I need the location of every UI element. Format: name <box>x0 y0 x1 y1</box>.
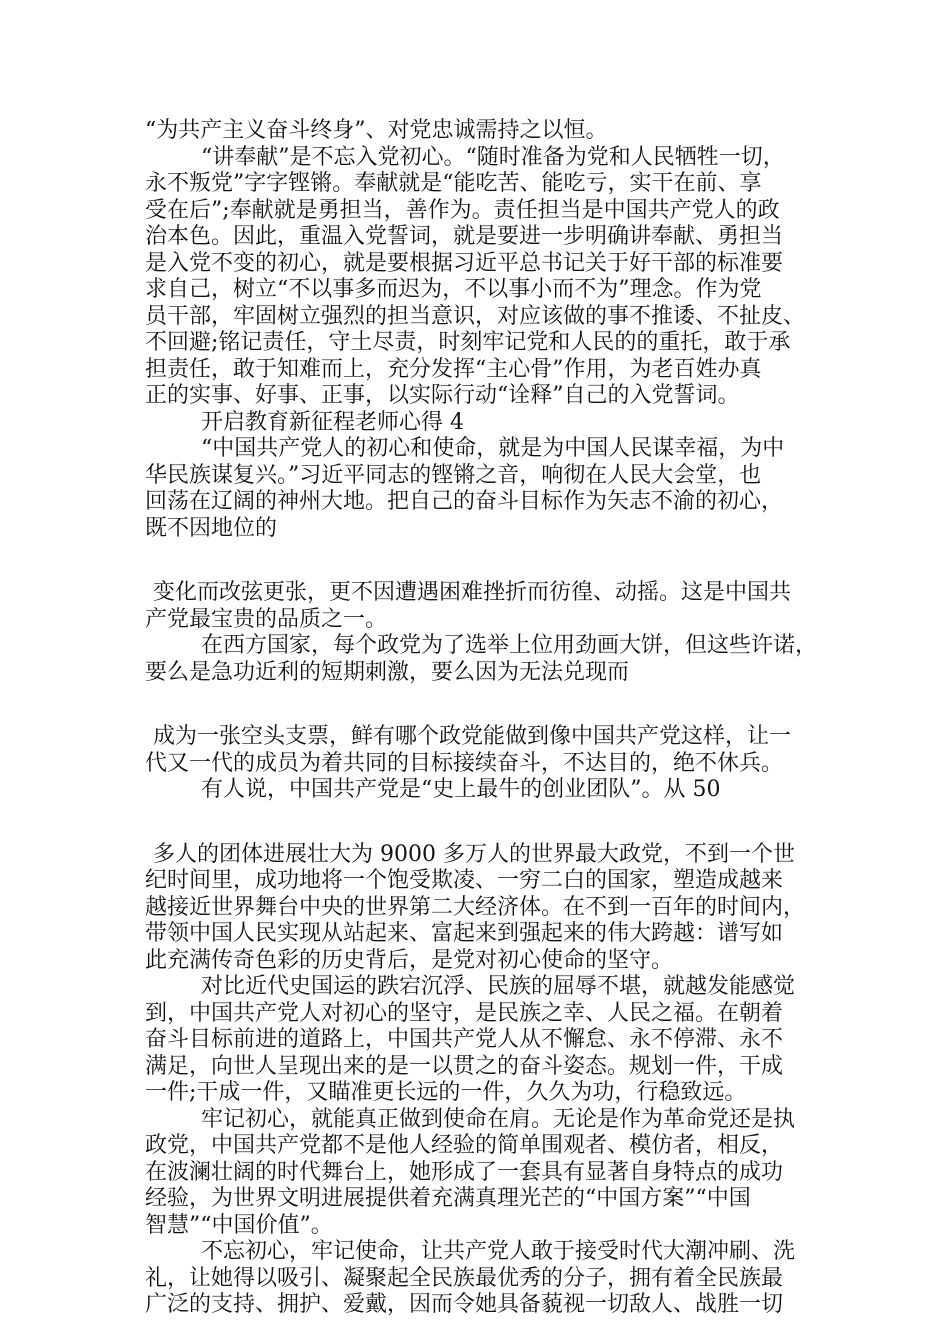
paragraph-start: 有人说，中国共产党是“史上最牛的创业团队”。从 50 <box>201 777 721 802</box>
text-line: 产党最宝贵的品质之一。 <box>145 606 388 632</box>
paragraph-gap <box>145 804 810 842</box>
text-line: 政党，中国共产党都不是他人经验的简单围观者、模仿者，相反， <box>145 1133 784 1158</box>
text-line: 代又一代的成员为着共同的目标接续奋斗，不达目的，绝不休兵。 <box>145 750 784 776</box>
document-body <box>145 118 818 1319</box>
text-line: 一件;干成一件，又瞄准更长远的一件，久久为功，行稳致远。 <box>145 1080 747 1105</box>
text-line: 奋斗目标前进的道路上，中国共产党人从不懈怠、永不停滞、永不 <box>145 1027 784 1052</box>
text-line: 经验，为世界文明进展提供着充满真理光芒的“中国方案”“中国 <box>145 1186 751 1211</box>
paragraph-gap <box>145 686 810 724</box>
text-line: 正的实事、好事、正事，以实际行动“诠释”自己的入党誓词。 <box>145 383 740 408</box>
paragraph-start: 在西方国家，每个政党为了选举上位用劲画大饼，但这些许诺， <box>201 633 818 658</box>
text-line: 此充满传奇色彩的历史背后，是党对初心使命的坚守。 <box>145 947 674 973</box>
text-line: 变化而改弦更张，更不因遭遇困难挫折而彷徨、动摇。这是中国共 <box>153 580 792 605</box>
paragraph-start: 不忘初心，牢记使命，让共产党人敢于接受时代大潮冲刷、洗 <box>201 1239 796 1264</box>
text-line: 回荡在辽阔的神州大地。把自己的奋斗目标作为矢志不渝的初心， <box>145 489 784 514</box>
text-line: 要么是急功近利的短期刺激，要么因为无法兑现而 <box>145 659 630 685</box>
text-line: 在波澜壮阔的时代舞台上，她形成了一套具有显著自身特点的成功 <box>145 1159 784 1185</box>
text-line: 广泛的支持、拥护、爱戴，因而令她具备藐视一切敌人、战胜一切 <box>145 1292 784 1317</box>
text-line: 礼，让她得以吸引、凝聚起全民族最优秀的分子，拥有着全民族最 <box>145 1265 784 1291</box>
text-line: 到，中国共产党人对初心的坚守，是民族之幸、人民之福。在朝着 <box>145 1000 784 1026</box>
text-line: 华民族谋复兴。”习近平同志的铿锵之音，响彻在人民大会堂，也 <box>145 462 762 488</box>
text-line: 求自己，树立“不以事多而迟为，不以事小而不为”理念。作为党 <box>145 277 762 302</box>
text-line: 多人的团体进展壮大为 9000 多万人的世界最大政党，不到一个世 <box>153 841 795 867</box>
text-line: 既不因地位的 <box>145 515 278 541</box>
paragraph-gap <box>145 542 810 580</box>
paragraph-start: “讲奉献”是不忘入党初心。“随时准备为党和人民牺牲一切， <box>201 144 785 170</box>
text-line: 不回避;铭记责任，守土尽责，时刻牢记党和人民的的重托，敢于承 <box>145 330 791 355</box>
text-line: 是入党不变的初心，就是要根据习近平总书记关于好干部的标准要 <box>145 250 784 276</box>
paragraph-start: 对比近代史国运的跌宕沉浮、民族的屈辱不堪，就越发能感觉 <box>201 974 796 999</box>
paragraph-start: 牢记初心，就能真正做到使命在肩。无论是作为革命党还是执 <box>201 1106 796 1132</box>
text-line: 带领中国人民实现从站起来、富起来到强起来的伟大跨越：谱写如 <box>145 921 784 946</box>
text-line: 受在后”;奉献就是勇担当，善作为。责任担当是中国共产党人的政 <box>145 197 780 223</box>
text-line: 永不叛党”字字铿锵。奉献就是“能吃苦、能吃亏，实干在前、享 <box>145 171 762 196</box>
text-line: 成为一张空头支票，鲜有哪个政党能做到像中国共产党这样，让一 <box>153 724 792 749</box>
text-line: 员干部，牢固树立强烈的担当意识，对应该做的事不推诿、不扯皮、 <box>145 303 806 329</box>
text-line: 纪时间里，成功地将一个饱受欺凌、一穷二白的国家，塑造成越来 <box>145 868 784 893</box>
text-line: 满足，向世人呈现出来的是一以贯之的奋斗姿态。规划一件，干成 <box>145 1053 784 1079</box>
section-heading: 开启教育新征程老师心得 4 <box>201 409 464 435</box>
text-line: 越接近世界舞台中央的世界第二大经济体。在不到一百年的时间内， <box>145 894 806 920</box>
text-line: 治本色。因此，重温入党誓词，就是要进一步明确讲奉献、勇担当 <box>145 224 784 249</box>
text-line: 智慧”“中国价值”。 <box>145 1212 333 1238</box>
paragraph-start: “中国共产党人的初心和使命，就是为中国人民谋幸福，为中 <box>201 436 785 461</box>
text-line: “为共产主义奋斗终身”、对党忠诚需持之以恒。 <box>145 118 608 143</box>
text-line: 担责任，敢于知难而上，充分发挥“主心骨”作用，为老百姓办真 <box>145 356 762 382</box>
